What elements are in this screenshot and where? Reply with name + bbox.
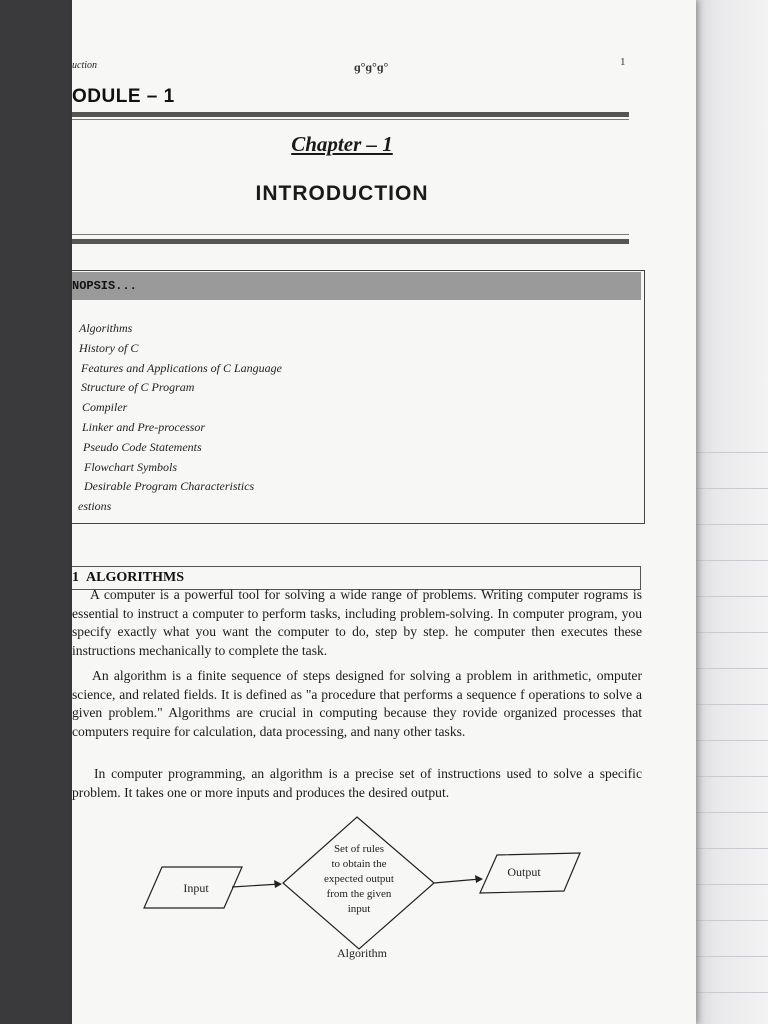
input-label: Input: [183, 881, 209, 895]
synopsis-item: History of C: [79, 340, 139, 355]
synopsis-item: Linker and Pre-processor: [82, 419, 206, 434]
divider: [72, 234, 629, 235]
synopsis-item: estions: [78, 499, 112, 514]
diamond-text-line: to obtain the: [331, 858, 387, 870]
synopsis-item: Desirable Program Characteristics: [84, 479, 255, 494]
arrow-head: [475, 875, 483, 883]
divider: [72, 112, 629, 117]
synopsis-list: [78, 318, 282, 516]
synopsis-item: Flowchart Symbols: [84, 459, 177, 474]
paragraph: A computer is a powerful tool for solving a wide range of problems. Writing computer rograms is essential to instruct a computer to perform tasks, including problem-solving. In computer program, you specify exactly what you want the computer to do, step by step. he computer then executes these instructions mechanically to complete the task.: [72, 587, 642, 658]
algorithm-diagram: [72, 815, 696, 975]
running-header: uction: [72, 60, 97, 71]
publisher-logo: ɡ°ɡ°ɡ°: [354, 60, 389, 74]
paragraph: In computer programming, an algorithm is a precise set of instructions used to solve a specific problem. It takes one or more inputs and produces the desired output.: [72, 766, 642, 800]
synopsis-item: Compiler: [82, 400, 128, 415]
arrow-line: [434, 879, 480, 883]
diamond-text-line: Set of rules: [333, 843, 385, 855]
page-number: 1: [620, 56, 626, 68]
section-title: ALGORITHMS: [86, 570, 185, 585]
arrow-head: [274, 880, 282, 888]
module-title: ODULE – 1: [72, 86, 175, 107]
diamond-text-line: expected output: [324, 873, 394, 885]
divider: [72, 239, 629, 244]
chapter-title: Chapter – 1: [291, 132, 393, 156]
synopsis-item: Features and Applications of C Language: [81, 360, 282, 375]
diamond-text-line: input: [347, 903, 371, 915]
divider: [72, 119, 629, 120]
paragraph: An algorithm is a finite sequence of steps designed for solving a problem in arithmetic, omputer science, and related fields. It is defined as "a procedure that performs a sequence f operations to solve a given problem." Algorithms are crucial in computing because they rovide organized processes that computers require for calculation, data processing, and nany other tasks.: [72, 668, 642, 739]
arrow-line: [232, 884, 280, 887]
background-notebook: [690, 0, 768, 1024]
document-page: [72, 0, 696, 1024]
diagram-caption: Algorithm: [337, 946, 387, 960]
synopsis-item: Structure of C Program: [81, 380, 195, 395]
chapter-name: INTRODUCTION: [255, 182, 429, 205]
synopsis-item: Pseudo Code Statements: [83, 439, 202, 454]
synopsis-title: NOPSIS...: [72, 272, 641, 300]
output-label: Output: [507, 865, 541, 879]
diamond-text-line: from the given: [326, 888, 392, 900]
section-number: 1: [72, 570, 79, 585]
synopsis-item: Algorithms: [79, 321, 133, 335]
